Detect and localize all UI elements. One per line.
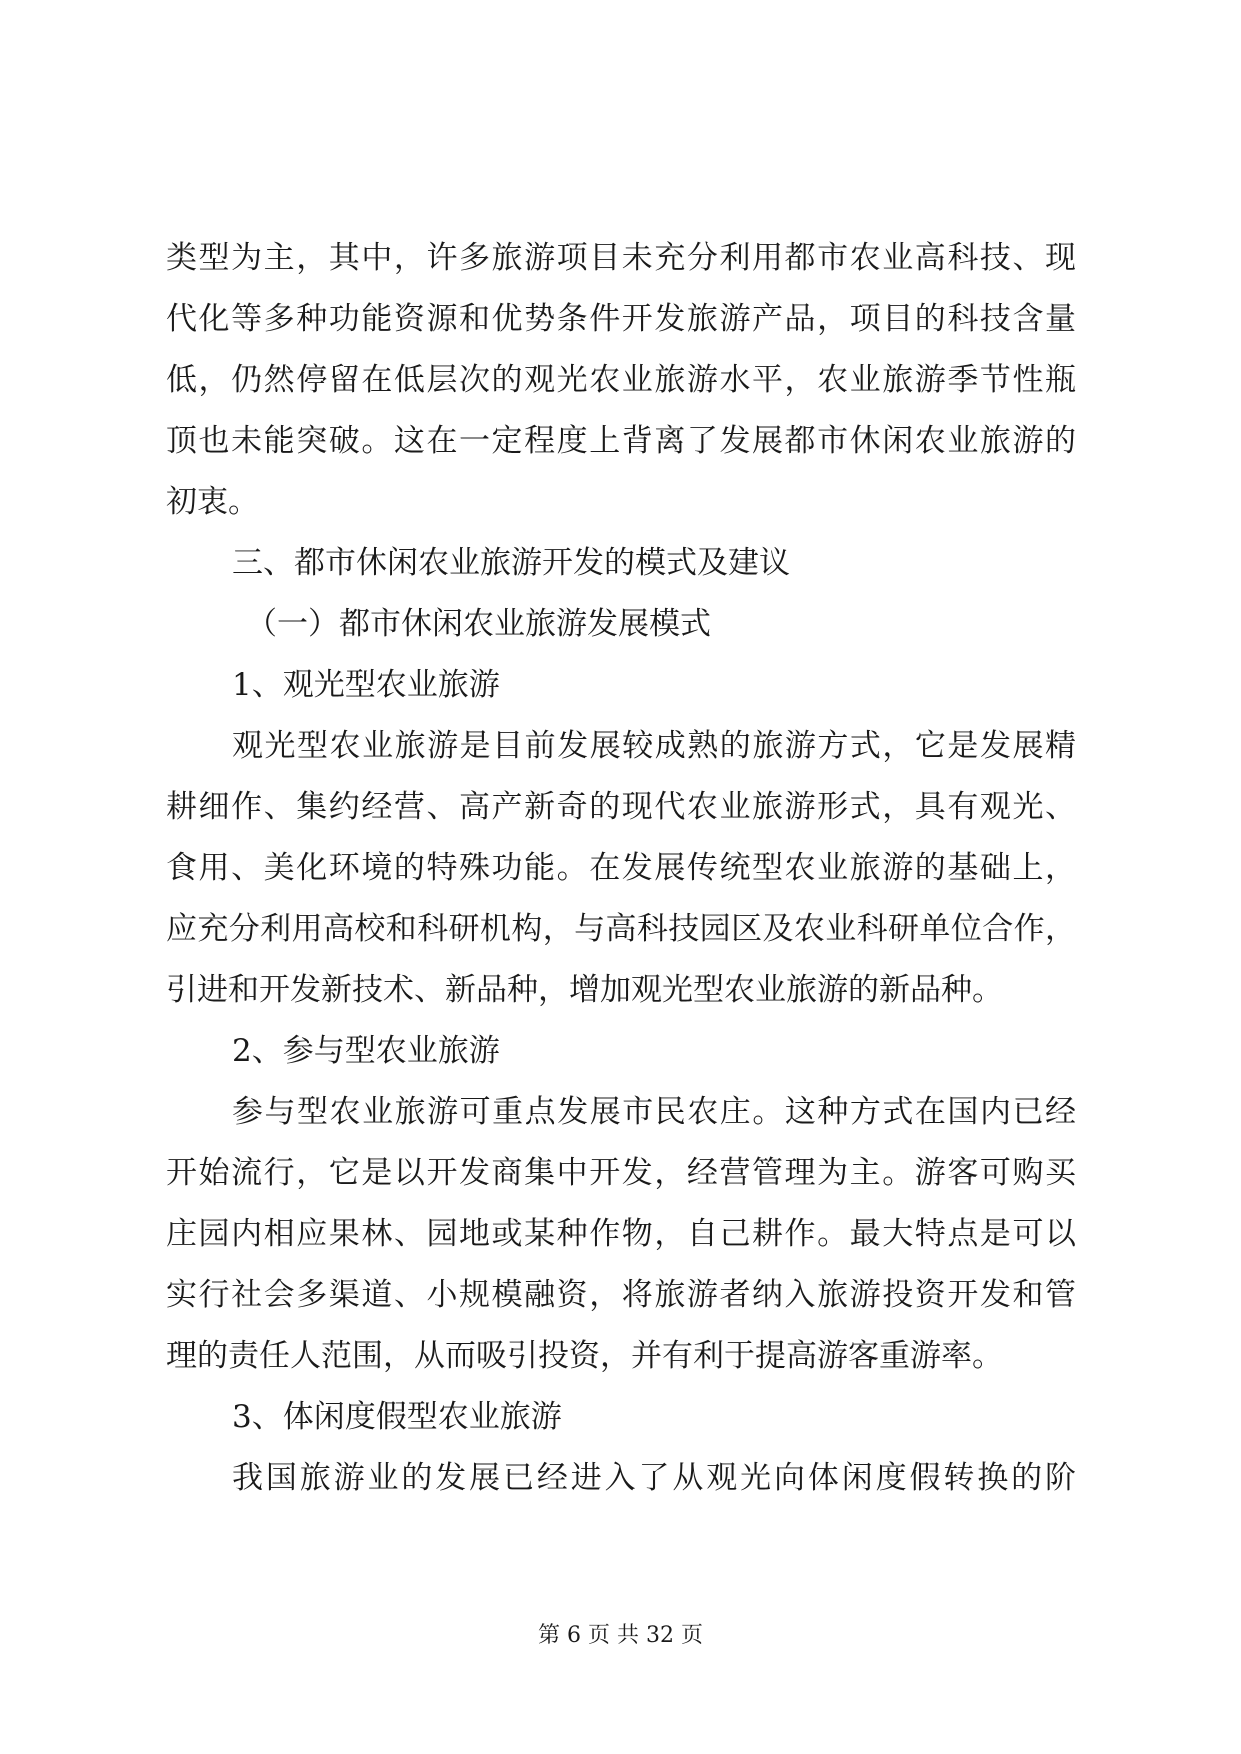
- text-line: 食用、美化环境的特殊功能。在发展传统型农业旅游的基础上，: [166, 850, 1076, 886]
- subsection-heading: （一）都市休闲农业旅游发展模式: [246, 606, 711, 642]
- page-footer: [0, 1618, 1241, 1649]
- text-line: 庄园内相应果林、园地或某种作物，自己耕作。最大特点是可以: [166, 1216, 1076, 1252]
- text-line: 初衷。: [166, 484, 259, 520]
- paragraph-participatory: [166, 1082, 1076, 1387]
- text-line: 类型为主，其中，许多旅游项目未充分利用都市农业高科技、现: [166, 240, 1076, 276]
- text-line: 应充分利用高校和科研机构，与高科技园区及农业科研单位合作，: [166, 911, 1076, 947]
- paragraph-intro-continuation: [166, 228, 1076, 533]
- document-body: [166, 228, 1076, 1509]
- text-line: 我国旅游业的发展已经进入了从观光向体闲度假转换的阶: [232, 1460, 1076, 1496]
- item-heading: 1、观光型农业旅游: [232, 667, 500, 703]
- text-line: 开始流行，它是以开发商集中开发，经营管理为主。游客可购买: [166, 1155, 1076, 1191]
- text-line: 耕细作、集约经营、高产新奇的现代农业旅游形式，具有观光、: [166, 789, 1076, 825]
- text-line: 观光型农业旅游是目前发展较成熟的旅游方式，它是发展精: [232, 728, 1076, 764]
- text-line: 实行社会多渠道、小规模融资，将旅游者纳入旅游投资开发和管: [166, 1277, 1076, 1313]
- item-heading: 2、参与型农业旅游: [232, 1033, 500, 1069]
- text-line: 引进和开发新技术、新品种，增加观光型农业旅游的新品种。: [166, 972, 1003, 1008]
- paragraph-sightseeing: [166, 716, 1076, 1021]
- text-line: 参与型农业旅游可重点发展市民农庄。这种方式在国内已经: [232, 1094, 1076, 1130]
- text-line: 顶也未能突破。这在一定程度上背离了发展都市休闲农业旅游的: [166, 423, 1076, 459]
- text-line: 代化等多种功能资源和优势条件开发旅游产品，项目的科技含量: [166, 301, 1076, 337]
- section-heading: 三、都市休闲农业旅游开发的模式及建议: [232, 545, 790, 581]
- paragraph-leisure: [166, 1448, 1076, 1509]
- text-line: 低，仍然停留在低层次的观光农业旅游水平，农业旅游季节性瓶: [166, 362, 1076, 398]
- text-line: 理的责任人范围，从而吸引投资，并有利于提高游客重游率。: [166, 1338, 1003, 1374]
- page-number-label: 第 6 页 共 32 页: [538, 1623, 703, 1648]
- item-heading: 3、体闲度假型农业旅游: [232, 1399, 562, 1435]
